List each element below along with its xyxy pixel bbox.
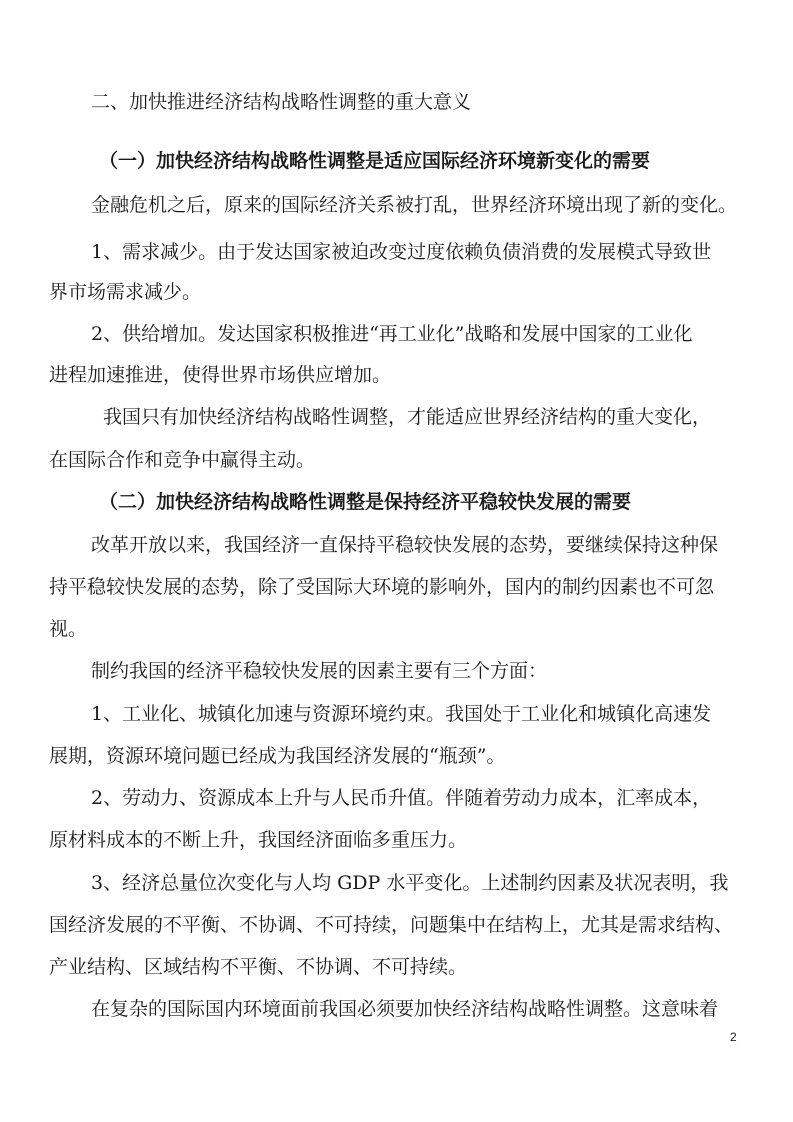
paragraph-line: 1、需求减少。由于发达国家被迫改变过度依赖负债消费的发展模式导致世 [91,241,712,263]
paragraph-line: 2、劳动力、资源成本上升与人民币升值。伴随着劳动力成本，汇率成本， [91,787,712,809]
paragraph-line: 进程加速推进，使得世界市场供应增加。 [49,364,392,386]
paragraph-line: 制约我国的经济平稳较快发展的因素主要有三个方面： [91,660,548,682]
paragraph-line: 3、经济总量位次变化与人均 GDP 水平变化。上述制约因素及状况表明，我 [91,872,729,894]
paragraph-line: 界市场需求减少。 [49,281,202,303]
paragraph-line: 我国只有加快经济结构战略性调整，才能适应世界经济结构的重大变化， [103,406,712,428]
section-heading: 二、加快推进经济结构战略性调整的重大意义 [91,91,472,113]
paragraph-line: 持平稳较快发展的态势，除了受国际大环境的影响外，国内的制约因素也不可忽 [49,576,715,598]
paragraph-line: 在国际合作和竞争中赢得主动。 [49,449,316,471]
page-number: 2 [730,1030,737,1044]
paragraph-line: 1、工业化、城镇化加速与资源环境约束。我国处于工业化和城镇化高速发 [91,703,712,725]
paragraph-line: 2、供给增加。发达国家积极推进“再工业化”战略和发展中国家的工业化 [91,323,693,345]
subsection-heading-2: （二）加快经济结构战略性调整是保持经济平稳较快发展的需要 [99,491,632,513]
subsection-heading-1: （一）加快经济结构战略性调整是适应国际经济环境新变化的需要 [99,150,651,172]
paragraph-line: 视。 [49,618,88,640]
paragraph-line: 金融危机之后，原来的国际经济关系被打乱，世界经济环境出现了新的变化。 [91,194,738,216]
paragraph-line: 国经济发展的不平衡、不协调、不可持续，问题集中在结构上，尤其是需求结构、 [49,914,734,936]
paragraph-line: 展期，资源环境问题已经成为我国经济发展的“瓶颈”。 [49,745,506,767]
paragraph-line: 原材料成本的不断上升，我国经济面临多重压力。 [49,829,468,851]
paragraph-line: 改革开放以来，我国经济一直保持平稳较快发展的态势，要继续保持这种保 [91,534,719,556]
paragraph-line: 在复杂的国际国内环境面前我国必须要加快经济结构战略性调整。这意味着 [91,998,719,1020]
paragraph-line: 产业结构、区域结构不平衡、不协调、不可持续。 [49,956,468,978]
